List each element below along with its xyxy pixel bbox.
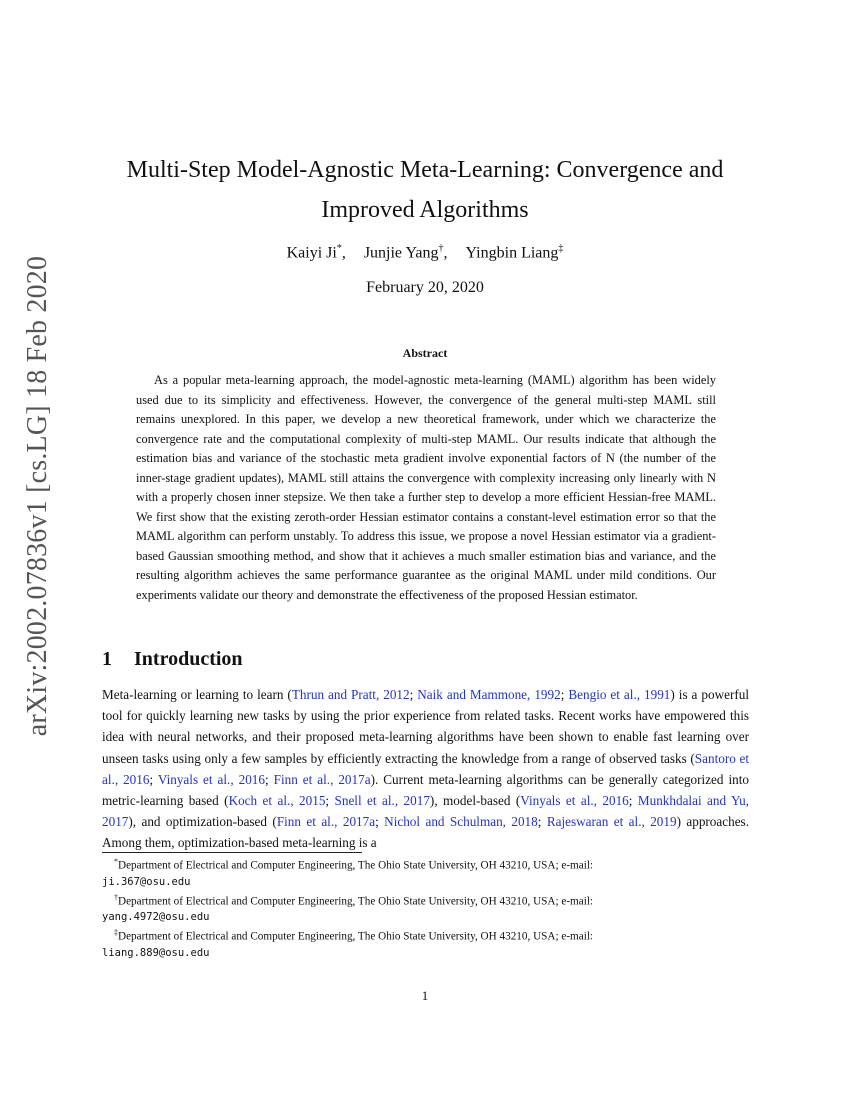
abstract-heading: Abstract [402,346,448,360]
author-name: Kaiyi Ji [286,244,337,262]
citation-link[interactable]: Finn et al., 2017a [273,771,371,787]
intro-text: ), and optimization-based ( [128,814,277,830]
author-name: Junjie Yang [363,244,439,262]
citation-link[interactable]: Vinyals et al., 2016 [520,793,629,809]
section-title: Introduction [134,648,243,670]
introduction-paragraph: Meta-learning or learning to learn (Thrun and Pratt, 2012; Naik and Mammone, 1992; Bengio et al., 1991) is a powerful tool for quickly learning new tasks by using the prior experience from related tasks. Recent works have empowered this idea with neural networks, and their proposed meta-learning algorithms have been shown to enable fast learning over unseen tasks using only a few samples by efficiently extracting the knowledge from a range of observed tasks (Santoro et al., 2016; Vinyals et al., 2016; Finn et al., 2017a). Current meta-learning algorithms can be generally categorized into metric-learning based (Koch et al., 2015; Snell et al., 2017), model-based (Vinyals et al., 2016; Munkhdalai and Yu, 2017), and optimization-based (Finn et al., 2017a; Nichol and Schulman, 2018; Rajeswaran et al., 2019) approaches. Among them, optimization-based meta-learning is a [102,687,749,851]
footnote [102,925,749,961]
footnote-mark: * [114,857,118,866]
citation-link[interactable]: Munkhdalai and Yu, 2017 [102,793,749,830]
paper-date: February 20, 2020 [366,279,484,296]
section-number: 1 [102,648,112,670]
paper-title: Multi-Step Model-Agnostic Meta-Learning: Convergence and Improved Algorithms [126,157,724,223]
abstract-text: As a popular meta-learning approach, the model-agnostic meta-learning (MAML) algorithm has been widely used due to its simplicity and effectiveness. However, the convergence of the general multi-step MAML still remains unexplored. In this paper, we develop a new theoretical framework, under which we characterize the convergence rate and the computational complexity of multi-step MAML. Our results indicate that although the estimation bias and variance of the stochastic meta gradient involve exponential factors of N (the number of the inner-stage gradient updates), MAML still attains the convergence with complexity increasing only linearly with N with a properly chosen inner stepsize. We then take a further step to develop a more efficient Hessian-free MAML. We first show that the existing zeroth-order Hessian estimator contains a constant-level estimation error so that the MAML algorithm can perform unstably. To address this issue, we propose a novel Hessian estimator via a gradient-based Gaussian smoothing method, and show that it achieves a much smaller estimation bias and variance, and the resulting algorithm achieves the same performance guarantee as the original MAML under mild conditions. Our experiments validate our theory and demonstrate the effectiveness of the proposed Hessian estimator. [136,373,716,602]
citation-link[interactable]: Bengio et al., 1991 [568,687,671,702]
citation-link[interactable]: Santoro et al., 2016 [102,750,749,787]
footnotes [102,854,749,961]
footnote-affiliation: Department of Electrical and Computer Engineering, The Ohio State University, OH 43210, USA; e-mail: [118,859,594,872]
citation-link[interactable]: Nichol and Schulman, 2018 [384,814,538,830]
author-name: Yingbin Liang [465,244,559,262]
footnote [102,854,749,890]
citation-link[interactable]: Finn et al., 2017a [276,814,376,830]
intro-text: ), model-based ( [429,793,521,809]
footnote-affiliation: Department of Electrical and Computer Engineering, The Ohio State University, OH 43210, USA; e-mail: [118,895,594,908]
footnote [102,890,749,926]
intro-text: Meta-learning or learning to learn ( [102,687,292,702]
footnote-mark: † [114,892,118,902]
footnote-rule [102,852,362,853]
arxiv-identifier: arXiv:2002.07836v1 [cs.LG] 18 Feb 2020 [22,255,53,737]
intro-text: ) is a powerful tool for quickly learning new tasks by using the prior experience from related tasks. Recent works have empowered this idea with neural networks, and their proposed meta-learning algorithms have been shown to enable fast learning over unseen tasks using only a few samples by efficiently extracting the knowledge from a range of observed tasks ( [102,687,749,766]
footnote-email: yang.4972@osu.edu [102,911,210,924]
citation-link[interactable]: Rajeswaran et al., 2019 [546,814,677,830]
footnote-email: liang.889@osu.edu [102,947,210,960]
footnote-affiliation: Department of Electrical and Computer Engineering, The Ohio State University, OH 43210, USA; e-mail: [118,931,594,944]
section-heading [102,648,243,671]
footnote-mark: ‡ [114,928,118,938]
author-mark: * [336,243,342,254]
footnote-email: ji.367@osu.edu [102,875,191,888]
page-number: 1 [421,988,429,1003]
intro-text: ) approaches. Among them, optimization-based meta-learning is a [102,814,749,851]
author-mark: † [438,243,444,254]
arxiv-sidebar [8,255,68,737]
author-list: Kaiyi Ji*, Junjie Yang†, Yingbin Liang‡ [286,243,564,262]
intro-text: ). Current meta-learning algorithms can be generally categorized into metric-learning based ( [102,771,749,809]
citation-link[interactable]: Naik and Mammone, 1992 [417,687,561,702]
citation-link[interactable]: Thrun and Pratt, 2012 [291,687,410,702]
author-mark: ‡ [558,243,564,254]
citation-link[interactable]: Vinyals et al., 2016 [157,771,265,787]
citation-link[interactable]: Snell et al., 2017 [334,793,430,809]
citation-link[interactable]: Koch et al., 2015 [228,793,326,809]
